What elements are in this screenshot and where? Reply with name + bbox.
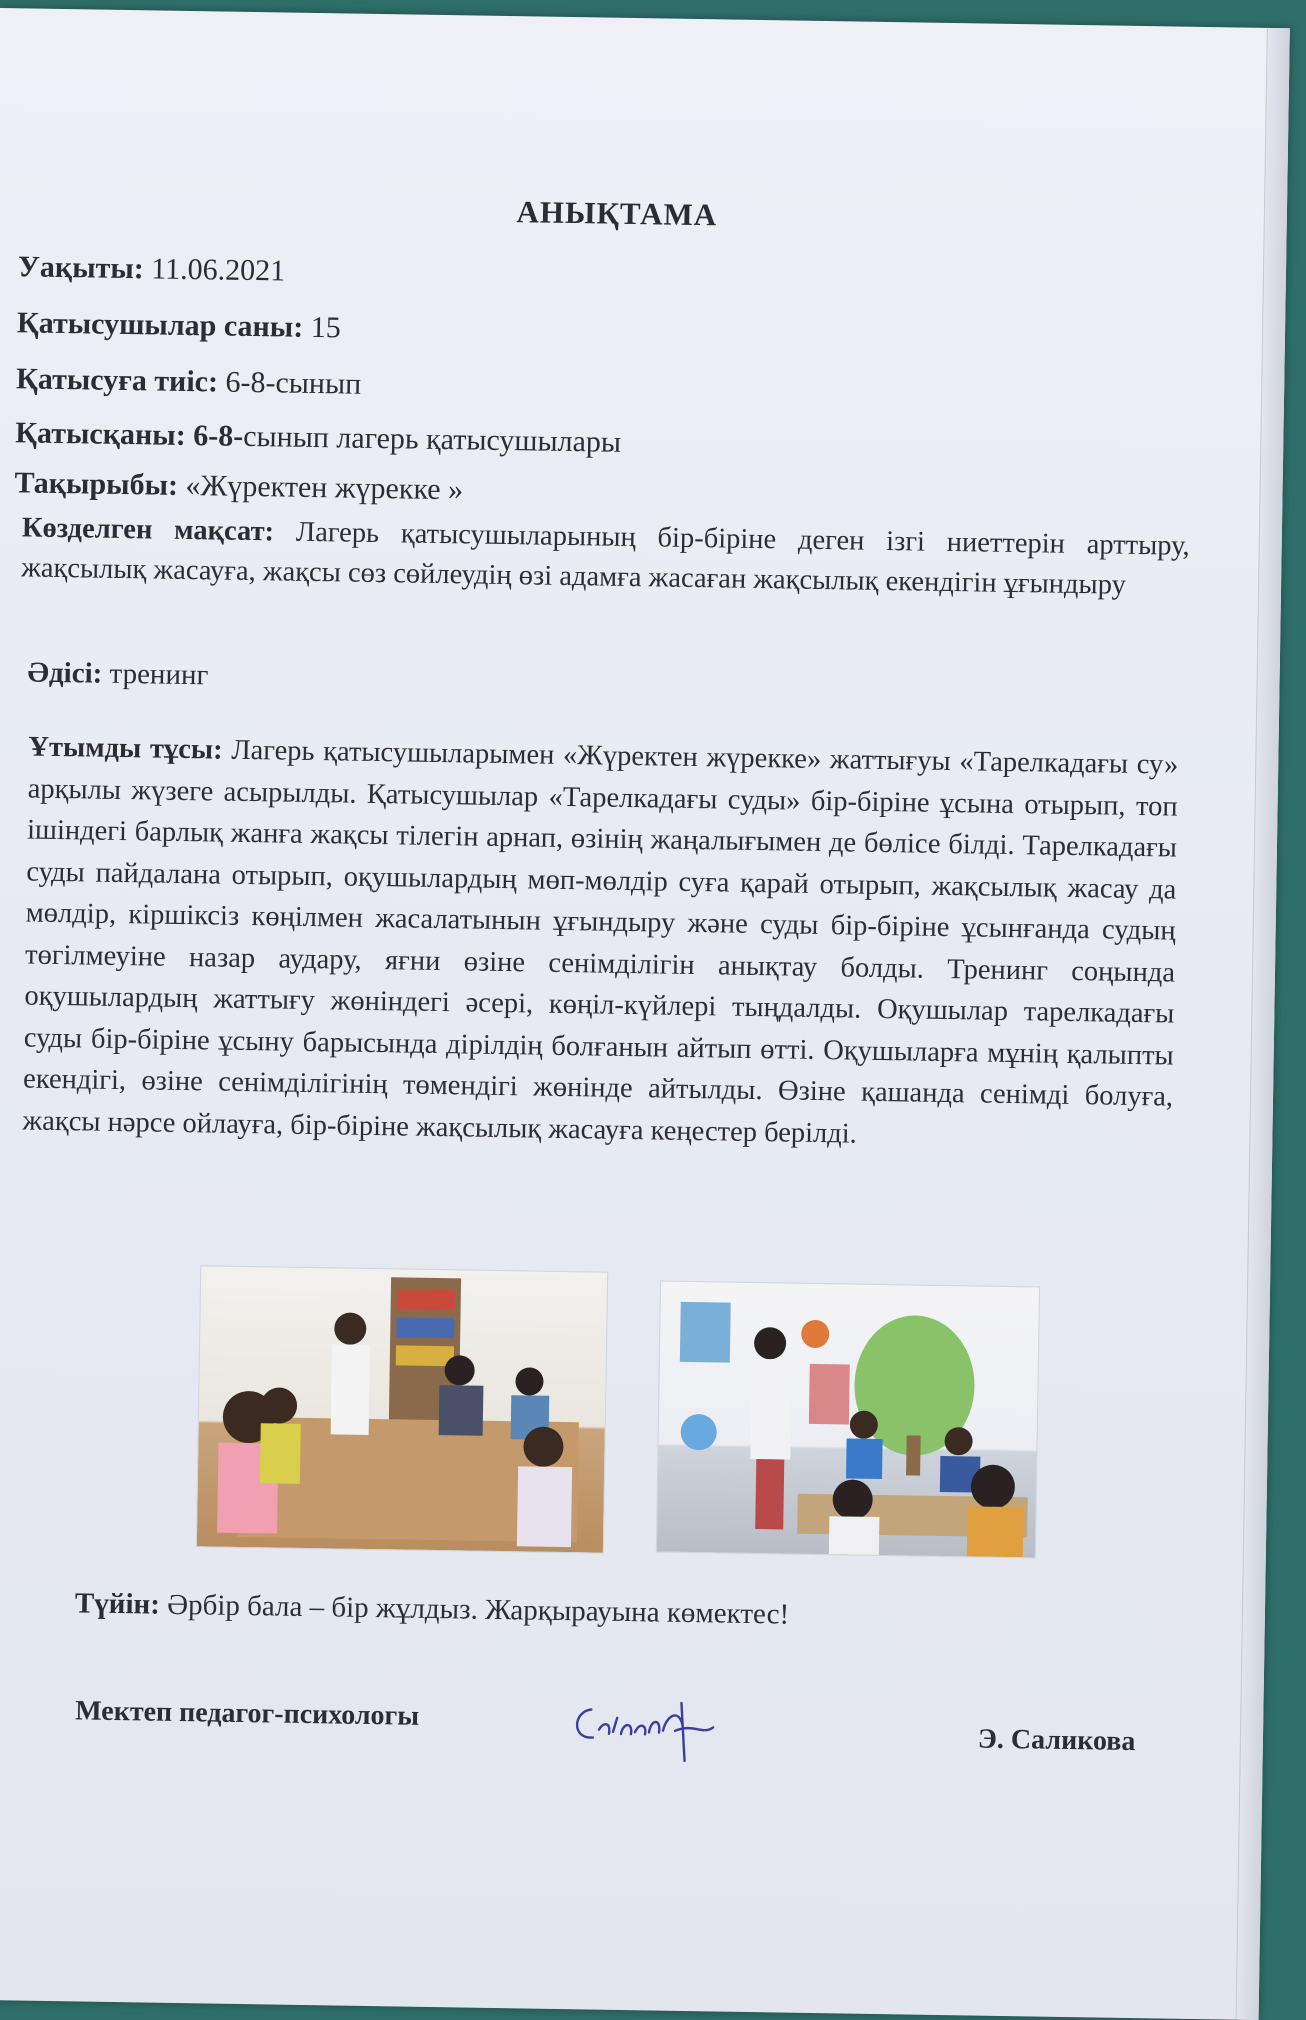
- conclusion-line: [75, 1587, 790, 1631]
- signer-name: Э. Саликова: [977, 1723, 1136, 1758]
- field-value: сынып лагерь қатысушылары: [242, 419, 622, 459]
- field-label: Қатысуға тиіс:: [15, 362, 219, 399]
- effect-paragraph: [22, 727, 1178, 1160]
- photo-classroom-left-image: [197, 1266, 607, 1552]
- method-line: [27, 657, 208, 693]
- field-date: [18, 250, 286, 288]
- field-value: 15: [302, 310, 341, 345]
- photo-classroom-right: [656, 1281, 1040, 1559]
- conclusion-text: Әрбір бала – бір жұлдыз. Жарқырауына көмектес!: [159, 1588, 790, 1631]
- field-value: 11.06.2021: [143, 252, 286, 288]
- photo-classroom-right-image: [657, 1282, 1039, 1558]
- field-topic: [14, 466, 463, 507]
- field-expected: [16, 362, 362, 401]
- conclusion-label: Түйін:: [74, 1587, 161, 1621]
- goal-label: Көзделген мақсат:: [21, 512, 275, 548]
- effect-text: Лагерь қатысушыларымен «Жүректен жүрекке» жаттығуы «Тарелкадағы су» арқылы жүзеге асырылды. Қатысушылар «Тарелкадағы суды» бір-біріне ұсына отырып, топ ішіндегі барлық жанға жақсы тілегін арнап, өзінің жаңалығымен де бөлісе білді. Тарелкадағы суды пайдалана отырып, оқушылардың мөп-мөлдір суға қарай отырып, жақсылық жасау да мөлдір, кіршіксіз көңілмен жасалатынын ұғындыру және суды бір-біріне ұсынғанда судың төгілмеуіне назар аудару, яғни өзіне сенімділігін анықтау болды. Тренинг соңында оқушылардың жаттығу жөніндегі әсері, көңіл-күйлері тыңдалды. Оқушылар тарелкадағы суды бір-біріне ұсыну барысында дірілдің болғанын айтып өтті. Оқушыларға мұнің қалыпты екендігі, өзіне сенімділігінің төмендігі жөнінде айтылды. Өзіне қашанда сенімді болуға, жақсы нәрсе ойлауға, бір-біріне жақсылық жасауға кеңестер берілді.: [22, 734, 1179, 1150]
- field-value: 6-8-сынып: [217, 365, 362, 401]
- method-value: тренинг: [102, 657, 209, 692]
- field-value: «Жүректен жүрекке »: [177, 468, 464, 507]
- goal-paragraph: [21, 508, 1190, 606]
- photo-classroom-left: [196, 1265, 608, 1553]
- field-attended: [15, 416, 621, 460]
- page-stack-edge: [1236, 28, 1290, 2020]
- field-label: Тақырыбы:: [14, 466, 179, 502]
- field-participants-count: [17, 306, 341, 345]
- field-label: Қатысушылар саны:: [16, 306, 304, 344]
- method-label: Әдісі:: [27, 656, 103, 690]
- document-title: АНЫҚТАМА: [516, 194, 718, 233]
- field-label: Қатысқаны: 6-8-: [15, 416, 244, 453]
- document-page: [0, 8, 1290, 2020]
- goal-text: Лагерь қатысушыларының бір-біріне деген ізгі ниеттерін арттыру, жақсылық жасауға, жақсы сөз сөйлеудің өзі адамға жасаған жақсылық екендігін ұғындыру: [20, 516, 1190, 601]
- handwritten-signature: [563, 1681, 734, 1764]
- effect-label: Ұтымды тұсы:: [28, 731, 223, 766]
- field-label: Уақыты:: [17, 250, 145, 286]
- signer-role: Мектеп педагог-психологы: [75, 1695, 420, 1732]
